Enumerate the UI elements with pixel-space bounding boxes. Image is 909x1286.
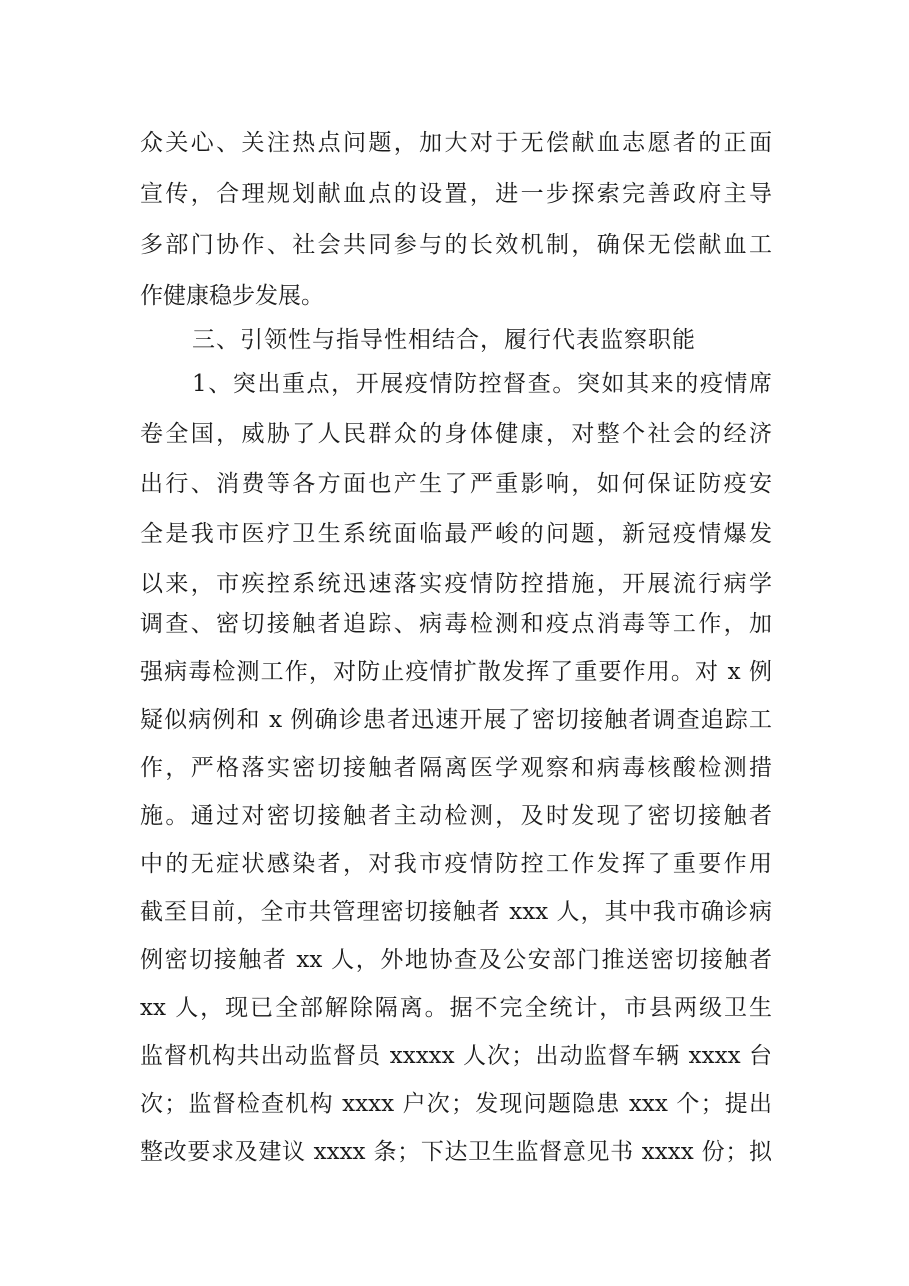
text-line: 以来，市疾控系统迅速落实疫情防控措施，开展流行病学 [140,571,772,597]
text-line: 疑似病例和 x 例确诊患者迅速开展了密切接触者调查追踪工 [140,707,772,733]
text-line: 卷全国，威胁了人民群众的身体健康，对整个社会的经济 [140,421,772,447]
text-line: 全是我市医疗卫生系统面临最严峻的问题，新冠疫情爆发 [140,521,772,547]
text-line: 截至目前，全市共管理密切接触者 xxx 人，其中我市确诊病 [140,899,772,925]
text-line: 监督机构共出动监督员 xxxxx 人次；出动监督车辆 xxxx 台 [140,1043,772,1069]
text-line: 出行、消费等各方面也产生了严重影响，如何保证防疫安 [140,471,772,497]
text-line: xx 人，现已全部解除隔离。据不完全统计，市县两级卫生 [140,995,772,1021]
text-line: 整改要求及建议 xxxx 条；下达卫生监督意见书 xxxx 份；拟 [140,1139,772,1165]
text-line: 中的无症状感染者，对我市疫情防控工作发挥了重要作用 [140,851,772,877]
text-line: 例密切接触者 xx 人，外地协查及公安部门推送密切接触者 [140,947,772,973]
section-heading: 三、引领性与指导性相结合，履行代表监察职能 [192,327,696,353]
text-line: 强病毒检测工作，对防止疫情扩散发挥了重要作用。对 x 例 [140,659,772,685]
text-line: 作健康稳步发展。 [140,283,324,309]
text-line: 调查、密切接触者追踪、病毒检测和疫点消毒等工作，加 [140,611,772,637]
text-line: 多部门协作、社会共同参与的长效机制，确保无偿献血工 [140,232,772,258]
text-line: 1、突出重点，开展疫情防控督查。突如其来的疫情席 [192,371,772,397]
text-line: 施。通过对密切接触者主动检测，及时发现了密切接触者 [140,803,772,829]
text-line: 众关心、关注热点问题，加大对于无偿献血志愿者的正面 [140,130,772,156]
text-line: 作，严格落实密切接触者隔离医学观察和病毒核酸检测措 [140,755,772,781]
text-line: 宣传，合理规划献血点的设置，进一步探索完善政府主导 [140,181,772,207]
text-line: 次；监督检查机构 xxxx 户次；发现问题隐患 xxx 个；提出 [140,1091,772,1117]
